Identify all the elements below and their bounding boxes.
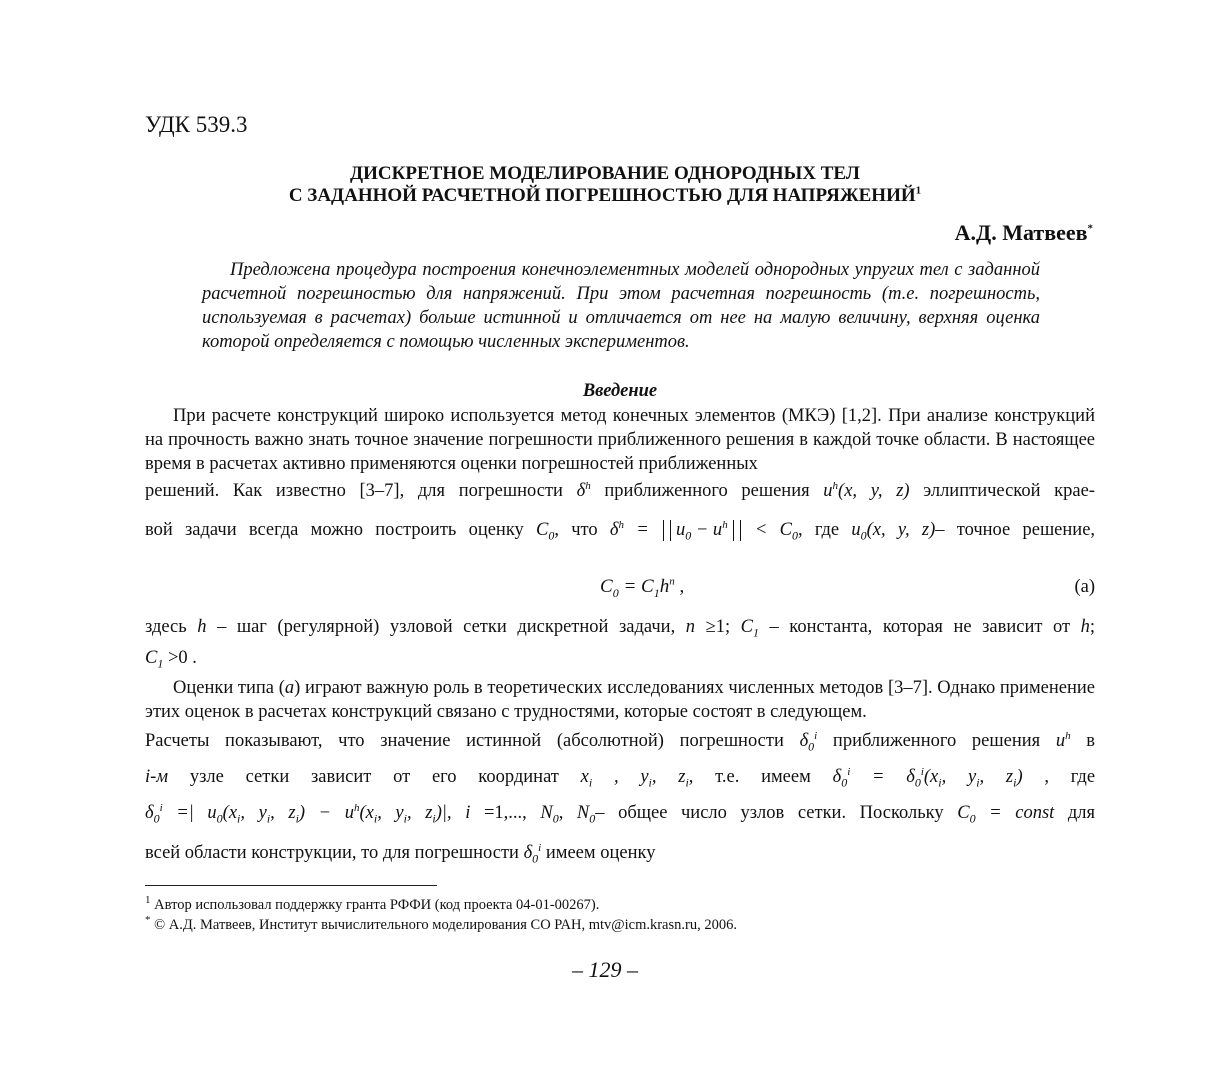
udk-code: УДК 539.3: [145, 112, 248, 137]
equation-label: (a): [1074, 577, 1095, 597]
intro-line-5: вой задачи всегда можно построить оценку $C_0$, что $\delta^h = u_0 - u^h < C_0$, где $u_0(x$, y, z)– точное решение,: [145, 518, 1096, 543]
author-name: А.Д. Матвеев*: [954, 220, 1093, 245]
intro-line-4: решений. Как известно [3–7], для погрешности $\delta^h$ приближенного решения $u^h(x$, y, z) эллиптической крае-: [145, 479, 1095, 501]
equation-a: $C_0 = C_1h^n$ ,: [600, 575, 685, 600]
paper-title-line-1: ДИСКРЕТНОЕ МОДЕЛИРОВАНИЕ ОДНОРОДНЫХ ТЕЛ: [350, 163, 860, 184]
abstract: Предложена процедура построения конечноэлементных моделей однородных упругих тел с заданной расчетной погрешностью для напряжений. При этом расчетная погрешность (т.е. погрешность, используемая в расчетах) больше истинной и отличается от нее на малую величину, верхняя оценка которой определяется с помощью численных экспериментов.: [202, 260, 1040, 352]
intro-line-7: $C_1 >0$ .: [145, 648, 197, 671]
section-title: Введение: [582, 381, 658, 401]
footnote-2: * © А.Д. Матвеев, Институт вычислительного моделирования СО РАН, mtv@icm.krasn.ru, 2006.: [145, 914, 737, 933]
page-number: – 129 –: [572, 957, 638, 982]
footnote-rule: [145, 885, 437, 886]
intro-paragraph-2: Оценки типа (a) играют важную роль в теоретических исследованиях численных методов [3–7]. Однако применение этих оценок в расчетах конструкций связано с трудностями, которые состоят в следующем.: [145, 678, 1095, 722]
intro-line-9: Расчеты показывают, что значение истинной (абсолютной) погрешности $\delta_0^i$ приближенного решения $u^h$ в: [145, 729, 1096, 754]
intro-line-10: i-м узле сетки зависит от его координат $x_i$ , $y_i$, $z_i$, т.е. имеем $\delta_0^i = \delta_0^i(x_i$, $y_i$, $z_i$) , где: [145, 765, 1096, 790]
paper-title-line-2: С ЗАДАННОЙ РАСЧЕТНОЙ ПОГРЕШНОСТЬЮ ДЛЯ НАПРЯЖЕНИЙ$^1$: [288, 184, 922, 206]
intro-line-11: $\delta_0^i$ =| $u_0(x_i$, $y_i$, $z_i) - u^h(x_i$, $y_i$, $z_i)|$, i =1,..., $N_0$, $N_0-$ общее число узлов сетки. Поскольку $C_0$ = const для: [145, 801, 1096, 826]
title-footnote-mark: 1: [915, 184, 922, 197]
footnote-1: $^1$ Автор использовал поддержку гранта РФФИ (код проекта 04-01-00267).: [145, 894, 600, 913]
intro-line-6: здесь h – шаг (регулярной) узловой сетки дискретной задачи, n ≥1; $C_1$ – константа, которая не зависит от h;: [145, 617, 1096, 640]
intro-paragraph-1: При расчете конструкций широко используется метод конечных элементов (МКЭ) [1,2]. При анализе конструкций на прочность важно знать точное значение погрешности приближенного решения в каждой точке области. В настоящее время в расчетах активно применяются оценки погрешностей приближенных: [145, 406, 1095, 474]
intro-line-12: всей области конструкции, то для погрешности $\delta_0^i$ имеем оценку: [145, 841, 656, 866]
author-mark: *: [1087, 222, 1093, 235]
